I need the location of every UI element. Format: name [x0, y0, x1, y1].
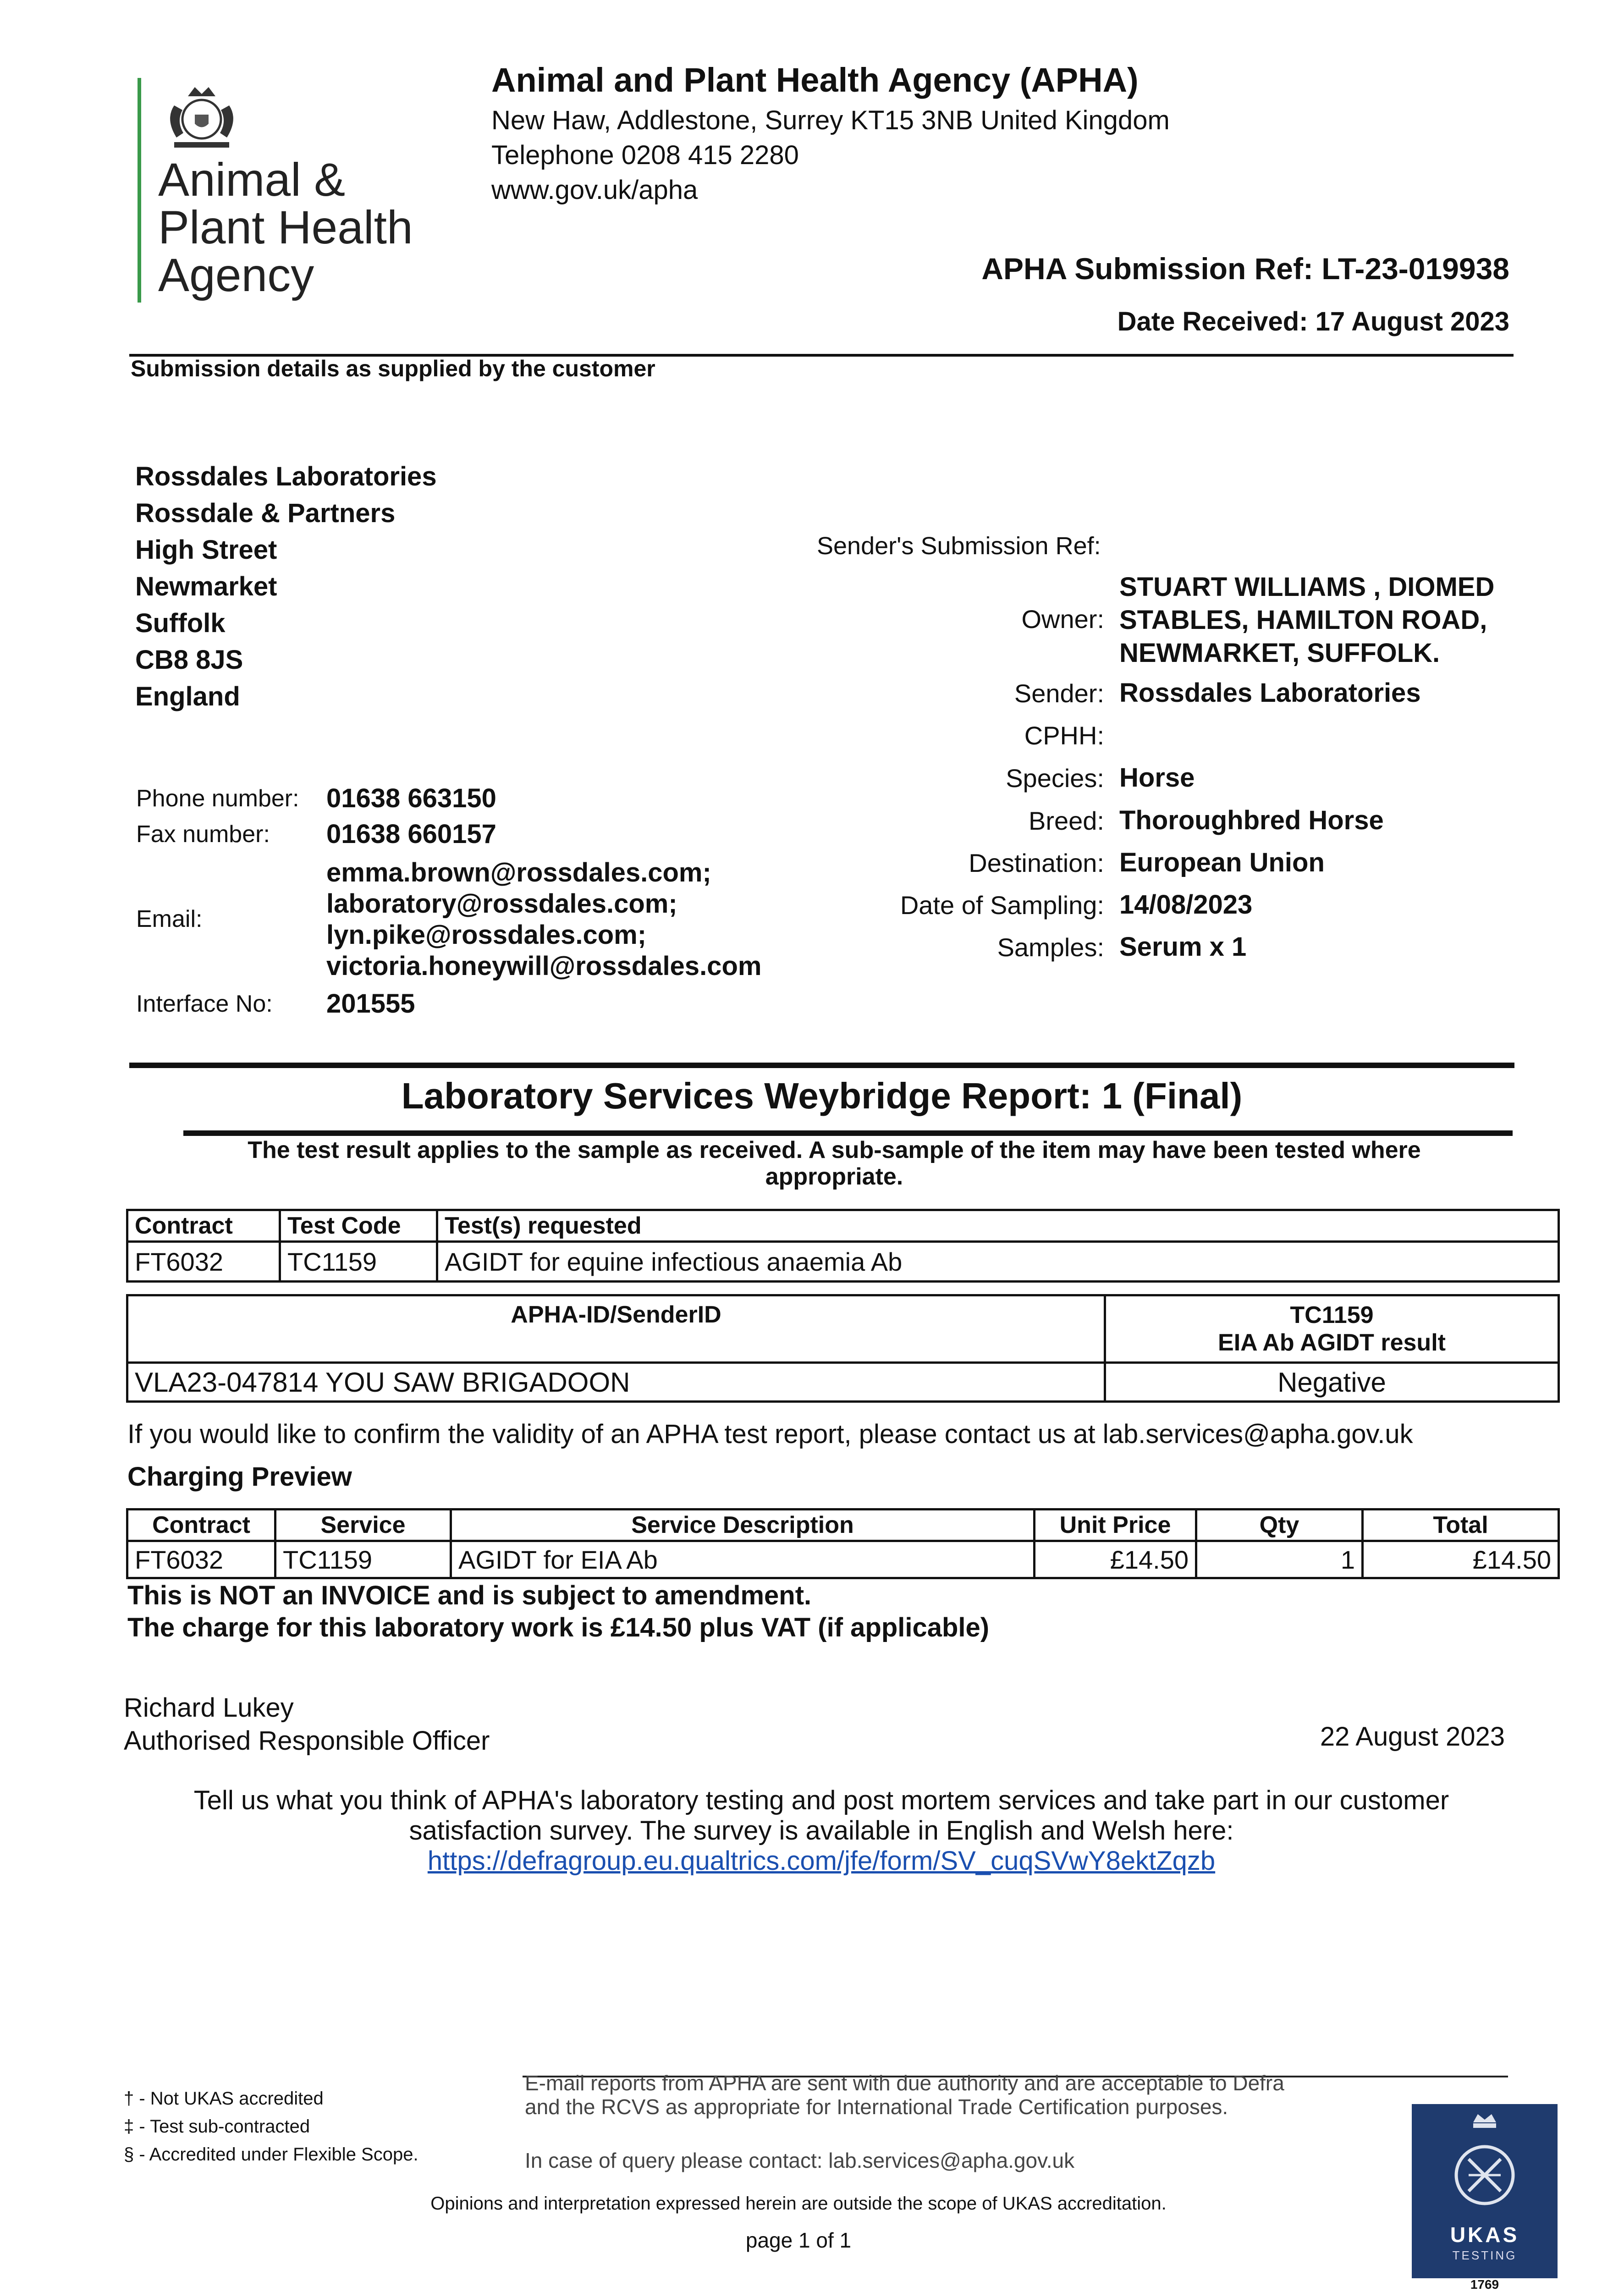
email-address: victoria.honeywill@rossdales.com: [326, 951, 762, 981]
table-cell: FT6032: [127, 1541, 275, 1578]
sender-value: Rossdales Laboratories: [1119, 678, 1421, 708]
officer-name: Richard Lukey: [124, 1693, 294, 1723]
validity-note: If you would like to confirm the validity of an APHA test report, please contact us at lab.services@apha.gov.uk: [127, 1419, 1413, 1449]
table-header: Service: [275, 1510, 451, 1541]
table-header: APHA-ID/SenderID: [127, 1295, 1105, 1363]
address-line: Newmarket: [135, 572, 277, 601]
owner-value: [1119, 571, 1494, 670]
report-date: 22 August 2023: [1320, 1722, 1505, 1752]
result-header-name: EIA Ab AGIDT result: [1218, 1329, 1446, 1356]
footnote: § - Accredited under Flexible Scope.: [124, 2144, 418, 2165]
table-cell: TC1159: [275, 1541, 451, 1578]
agency-name: Animal and Plant Health Agency (APHA): [491, 61, 1139, 99]
charging-heading: Charging Preview: [127, 1462, 352, 1492]
charging-table: [126, 1508, 1560, 1579]
address-line: CB8 8JS: [135, 645, 243, 675]
email-address: emma.brown@rossdales.com;: [326, 858, 711, 887]
ukas-crown-icon: [1412, 2104, 1558, 2219]
address-line: High Street: [135, 535, 277, 565]
agency-address: New Haw, Addlestone, Surrey KT15 3NB United Kingdom: [491, 105, 1170, 135]
customer-address: [135, 458, 437, 715]
cphh-label: CPHH:: [1024, 721, 1104, 750]
ukas-testing-label: TESTING: [1452, 2248, 1517, 2262]
table-header: Contract: [127, 1510, 275, 1541]
footnotes: [124, 2085, 418, 2169]
logo-line: Plant Health: [158, 201, 413, 253]
table-header: Total: [1363, 1510, 1559, 1541]
submission-ref: APHA Submission Ref: LT-23-019938: [981, 252, 1509, 286]
survey-link[interactable]: https://defragroup.eu.qualtrics.com/jfe/form/SV_cuqSVwY8ektZqzb: [427, 1846, 1216, 1876]
table-header: Test Code: [280, 1210, 437, 1242]
logo-line: Animal &: [158, 154, 346, 206]
senders-ref-label: Sender's Submission Ref:: [817, 532, 1101, 560]
survey-block: [129, 1785, 1514, 1876]
table-cell: AGIDT for equine infectious anaemia Ab: [437, 1242, 1559, 1282]
interface-label: Interface No:: [136, 991, 273, 1017]
report-note: The test result applies to the sample as received. A sub-sample of the item may have been tested where appropriate.: [248, 1137, 1421, 1190]
agency-header: [491, 57, 1170, 208]
submission-heading: Submission details as supplied by the customer: [131, 356, 655, 381]
email-address: laboratory@rossdales.com;: [326, 889, 677, 919]
owner-label: Owner:: [1021, 605, 1104, 634]
footnote: ‡ - Test sub-contracted: [124, 2116, 310, 2137]
table-header: Unit Price: [1035, 1510, 1196, 1541]
samples-value: Serum x 1: [1119, 932, 1247, 962]
agency-website: www.gov.uk/apha: [491, 175, 698, 205]
email-label: Email:: [136, 906, 203, 932]
table-header: Service Description: [451, 1510, 1035, 1541]
email-list: [326, 857, 761, 982]
species-value: Horse: [1119, 763, 1195, 793]
logo-accent-bar: [138, 78, 141, 303]
logo-line: Agency: [158, 249, 314, 301]
sampling-date-label: Date of Sampling:: [900, 891, 1104, 920]
email-address: lyn.pike@rossdales.com;: [326, 920, 647, 950]
logo-wordmark: [158, 156, 413, 299]
survey-line: Tell us what you think of APHA's laboratory testing and post mortem services and take part in our customer: [193, 1785, 1449, 1815]
breed-value: Thoroughbred Horse: [1119, 805, 1384, 835]
owner-line: NEWMARKET, SUFFOLK.: [1119, 638, 1440, 668]
charge-line: The charge for this laboratory work is £14.50 plus VAT (if applicable): [127, 1613, 990, 1642]
agency-telephone: Telephone 0208 415 2280: [491, 140, 799, 170]
table-header: Test(s) requested: [437, 1210, 1559, 1242]
officer-block: [124, 1691, 490, 1758]
fax-label: Fax number:: [136, 821, 270, 848]
address-line: Rossdale & Partners: [135, 498, 396, 528]
address-line: Rossdales Laboratories: [135, 462, 437, 491]
footnote: † - Not UKAS accredited: [124, 2088, 324, 2109]
interface-value: 201555: [326, 989, 415, 1019]
result-header-code: TC1159: [1290, 1302, 1374, 1328]
date-received: Date Received: 17 August 2023: [1117, 307, 1509, 336]
destination-label: Destination:: [969, 848, 1104, 877]
ukas-number: 1769: [1470, 2277, 1499, 2292]
sample-id: VLA23-047814 YOU SAW BRIGADOON: [127, 1363, 1105, 1402]
report-rule-bottom: [183, 1130, 1513, 1136]
survey-line: satisfaction survey. The survey is available in English and Welsh here:: [409, 1816, 1234, 1846]
address-line: Suffolk: [135, 608, 226, 638]
result-table: [126, 1294, 1560, 1403]
table-cell: £14.50: [1035, 1541, 1196, 1578]
owner-line: STABLES, HAMILTON ROAD,: [1119, 605, 1487, 635]
table-row: [127, 1363, 1559, 1402]
invoice-notice: [127, 1580, 989, 1644]
royal-crest-icon: [156, 78, 248, 156]
tests-table: [126, 1209, 1560, 1283]
test-result: Negative: [1105, 1363, 1559, 1402]
table-row: [127, 1541, 1559, 1578]
report-title: Laboratory Services Weybridge Report: 1 (Final): [401, 1075, 1243, 1116]
table-cell: FT6032: [127, 1242, 280, 1282]
ukas-scope-note: Opinions and interpretation expressed herein are outside the scope of UKAS accreditation.: [430, 2193, 1167, 2214]
destination-value: European Union: [1119, 848, 1325, 877]
table-header: Qty: [1196, 1510, 1363, 1541]
address-line: England: [135, 682, 240, 711]
not-invoice-line: This is NOT an INVOICE and is subject to amendment.: [127, 1581, 812, 1610]
table-cell: TC1159: [280, 1242, 437, 1282]
page-number: page 1 of 1: [745, 2228, 852, 2252]
samples-label: Samples:: [997, 933, 1104, 962]
table-cell: £14.50: [1363, 1541, 1559, 1578]
result-header: [1105, 1295, 1559, 1363]
officer-title: Authorised Responsible Officer: [124, 1726, 490, 1756]
report-rule-top: [129, 1063, 1514, 1068]
table-header-row: [127, 1295, 1559, 1363]
query-note: In case of query please contact: lab.services@apha.gov.uk: [525, 2149, 1075, 2172]
email-report-note: E-mail reports from APHA are sent with due authority and are acceptable to Defra and the RCVS as appropriate for International Trade Certification purposes.: [525, 2071, 1284, 2119]
owner-line: STUART WILLIAMS , DIOMED: [1119, 572, 1495, 602]
phone-label: Phone number:: [136, 785, 299, 812]
sender-label: Sender:: [1014, 679, 1104, 708]
fax-value: 01638 660157: [326, 819, 496, 849]
sampling-date-value: 14/08/2023: [1119, 890, 1253, 920]
table-cell: AGIDT for EIA Ab: [451, 1541, 1035, 1578]
table-row: [127, 1242, 1559, 1282]
table-header-row: [127, 1510, 1559, 1541]
species-label: Species:: [1006, 764, 1104, 793]
breed-label: Breed:: [1029, 806, 1104, 835]
table-header: Contract: [127, 1210, 280, 1242]
ukas-wordmark: UKAS: [1450, 2223, 1519, 2247]
table-cell: 1: [1196, 1541, 1363, 1578]
phone-value: 01638 663150: [326, 783, 496, 813]
table-header-row: [127, 1210, 1559, 1242]
